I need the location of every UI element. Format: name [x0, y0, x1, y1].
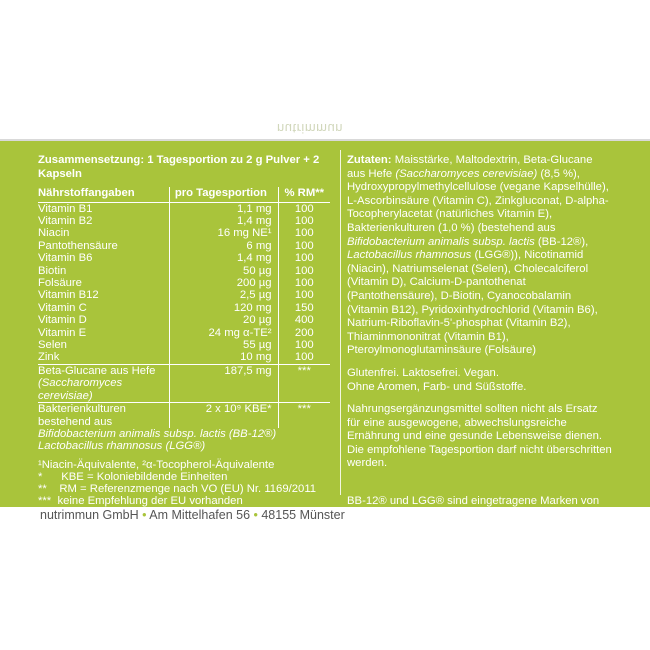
glucan-row [38, 364, 330, 402]
warning-text: Nahrungsergänzungsmittel sollten nicht als Ersatz für eine ausgewogene, abwechslungsreiche Ernährung und eine gesunde Lebensweise dienen. Die empfohlene Tagesportion darf nicht überschritten werden. [347, 403, 612, 470]
nutrient-name: Vitamin B2 [38, 215, 93, 227]
header-rm: % RM** [278, 187, 330, 202]
column-divider [340, 150, 341, 495]
nutrient-row [38, 339, 330, 351]
ingredients-text: Maisstärke, Maltodextrin, Beta-Glucane aus Hefe [347, 154, 593, 180]
nutrient-rm: 100 [278, 339, 330, 351]
city: 48155 Münster [261, 508, 345, 522]
nutrient-rm: 150 [278, 302, 330, 314]
glucan-amount: 187,5 mg [170, 364, 278, 402]
free-of-line-2: Ohne Aromen, Farb- und Süßstoffe. [347, 380, 527, 393]
nutrient-name: Niacin [38, 227, 70, 240]
nutrient-name: Folsäure [38, 277, 82, 290]
nutrient-amount: 2,5 µg [170, 289, 278, 301]
nutrient-name: Zink [38, 351, 60, 364]
ingredients-paragraph [347, 154, 612, 358]
nutrient-rm: 400 [278, 314, 330, 326]
nutrient-name: Vitamin D [38, 314, 87, 327]
nutrient-rm: 100 [278, 351, 330, 364]
nutrient-amount: 55 µg [170, 339, 278, 351]
bacteria-species-cell [38, 428, 330, 453]
nutrient-rm: 100 [278, 289, 330, 301]
nutrient-amount: 10 mg [170, 351, 278, 364]
nutrient-row [38, 351, 330, 364]
nutrient-name: Vitamin B1 [38, 202, 93, 215]
nutrient-amount: 16 mg NE¹ [170, 227, 278, 239]
nutrient-amount: 120 mg [170, 302, 278, 314]
nutrition-table [38, 187, 330, 453]
ingredients-text: (BB-12®), [534, 235, 589, 248]
separator-dot: • [138, 508, 150, 522]
company-name: nutrimmun GmbH [40, 508, 139, 522]
nutrient-rm: 100 [278, 265, 330, 277]
nutrient-rm: 100 [278, 202, 330, 215]
footnotes [38, 459, 338, 508]
trademark-text: BB-12® und LGG® sind eingetragene Marken von [347, 495, 600, 508]
bacteria-species-1: Bifidobacterium animalis subsp. lactis (BB-12®) [38, 427, 277, 440]
glucan-name-cell [38, 364, 170, 402]
separator-dot: • [250, 508, 262, 522]
header-per-portion: pro Tagesportion [170, 187, 278, 202]
bacteria-species-2: Lactobacillus rhamnosus (LGG®) [38, 440, 206, 453]
nutrient-amount: 50 µg [170, 265, 278, 277]
bacteria-species-row [38, 428, 330, 453]
nutrient-rm: 200 [278, 327, 330, 339]
company-address [40, 508, 345, 522]
nutrient-rm: 100 [278, 240, 330, 252]
nutrient-rm: 100 [278, 227, 330, 239]
nutrient-row [38, 265, 330, 277]
ingredients-species: Lactobacillus rhamnosus [347, 249, 472, 262]
ingredients-text: (8,5 %), Hydroxypropylmethylcellulose (vegane Kapselhülle), L-Ascorbinsäure (Vitamin C), Zinkgluconat, D-alpha-Tocopherylacetat (natürliches Vitamin E), Bakterienkulturen (1,0 %) (bestehend aus [347, 167, 609, 234]
flap-brand-text: nutrimmun [277, 121, 343, 136]
glucan-rm: *** [278, 364, 330, 402]
glucan-name: Beta-Glucane aus Hefe [38, 364, 156, 377]
ingredients-species: Bifidobacterium animalis subsp. lactis [347, 235, 535, 248]
bacteria-name: Bakterienkulturen bestehend aus [38, 403, 170, 428]
nutrient-rm: 100 [278, 277, 330, 289]
nutrient-row [38, 277, 330, 289]
nutrient-rm: 100 [278, 215, 330, 227]
ingredients-column [347, 154, 612, 522]
ingredients-species: (Saccharomyces cerevisiae) [395, 167, 538, 180]
street: Am Mittelhafen 56 [149, 508, 251, 522]
nutrition-column [38, 154, 338, 508]
footnote: ** RM = Referenzmenge nach VO (EU) Nr. 1169/2011 [38, 483, 317, 496]
nutrient-name: Vitamin E [38, 326, 87, 339]
nutrient-row [38, 227, 330, 239]
nutrient-amount: 200 µg [170, 277, 278, 289]
glucan-species: (Saccharomyces cerevisiae) [38, 377, 123, 402]
nutrient-name: Biotin [38, 264, 67, 277]
nutrient-name: Vitamin C [38, 301, 87, 314]
nutrient-amount: 24 mg α-TE² [170, 327, 278, 339]
package-top-flap [0, 0, 650, 140]
nutrient-row [38, 202, 330, 215]
nutrient-name: Selen [38, 339, 67, 352]
nutrient-row [38, 252, 330, 264]
footnote: ¹Niacin-Äquivalente, ²α-Tocopherol-Äquivalente [38, 458, 275, 471]
ingredients-label: Zutaten: [347, 154, 392, 166]
nutrient-row [38, 289, 330, 301]
nutrient-row [38, 327, 330, 339]
nutrient-name: Vitamin B12 [38, 289, 99, 302]
footnote: * KBE = Koloniebildende Einheiten [38, 470, 228, 483]
nutrient-amount: 6 mg [170, 240, 278, 252]
nutrient-rm: 100 [278, 252, 330, 264]
nutrient-row [38, 302, 330, 314]
header-nutrients: Nährstoffangaben [38, 187, 170, 202]
nutrient-amount: 1,1 mg [170, 202, 278, 215]
nutrition-header-row [38, 187, 330, 202]
nutrient-amount: 1,4 mg [170, 215, 278, 227]
ingredients-text: (LGG®)), Nicotinamid (Niacin), Natriumselenat (Selen), Cholecalciferol (Vitamin D), Calcium-D-pantothenat (Pantothensäure), D-Biotin, Cyanocobalamin (Vitamin B12), Pyridoxinhydrochlorid (Vitamin B6), Natrium-Riboflavin-5'-phosphat (Vitamin B2), Thiaminmononitrat (Vitamin B1), Pteroylmonoglutaminsäure (Folsäure) [347, 249, 598, 357]
nutrient-row [38, 240, 330, 252]
composition-title: Zusammensetzung: 1 Tagesportion zu 2 g Pulver + 2 Kapseln [38, 154, 320, 180]
nutrient-row [38, 314, 330, 326]
free-of-line-1: Glutenfrei. Laktosefrei. Vegan. [347, 366, 499, 379]
footnote: *** keine Empfehlung der EU vorhanden [38, 495, 243, 508]
nutrient-amount: 20 µg [170, 314, 278, 326]
nutrient-amount: 1,4 mg [170, 252, 278, 264]
nutrient-name: Vitamin B6 [38, 252, 93, 265]
bacteria-amount: 2 x 10⁹ KBE* [170, 403, 278, 428]
nutrient-row [38, 215, 330, 227]
bacteria-rm: *** [278, 403, 330, 428]
bacteria-row [38, 403, 330, 428]
nutrient-name: Pantothensäure [38, 239, 118, 252]
